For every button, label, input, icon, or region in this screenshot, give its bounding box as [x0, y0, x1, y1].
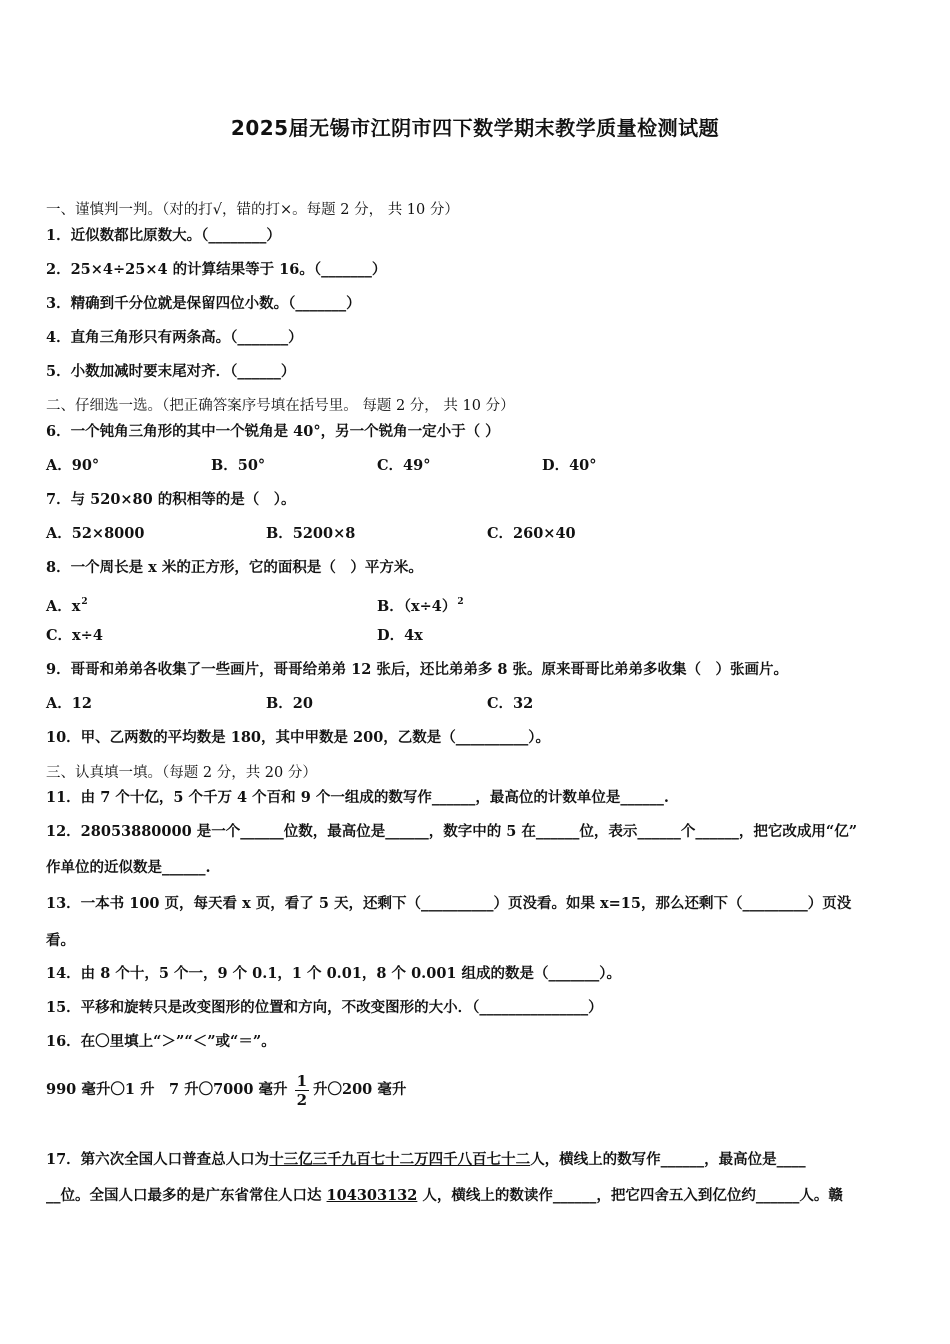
- section-heading-1: 一、谨慎判一判。（对的打√，错的打×。每题 2 分， 共 10 分）: [46, 202, 459, 218]
- question-7: 7．与 520×80 的积相等的是（ ）。: [46, 491, 296, 508]
- question-1: 1．近似数都比原数大。（________）: [46, 227, 281, 244]
- page-title: 2025届无锡市江阴市四下数学期末教学质量检测试题: [230, 116, 720, 140]
- question-16: 16．在〇里填上“＞”“＜”或“＝”。: [46, 1033, 276, 1050]
- question-16-comparisons: [46, 1068, 406, 1112]
- q17-underlined-number: 104303132: [326, 1187, 418, 1204]
- question-13-line-2: 看。: [46, 932, 75, 949]
- q8-option-a: [46, 592, 88, 617]
- comparison-part-2: 升〇200 毫升: [313, 1081, 407, 1098]
- q9-option-b: B．20: [266, 695, 313, 712]
- question-8: 8．一个周长是 x 米的正方形，它的面积是（ ）平方米。: [46, 559, 423, 576]
- question-13-line-1: 13．一本书 100 页，每天看 x 页，看了 5 天，还剩下（__________）页没看。如果 x=15，那么还剩下（_________）页没: [46, 895, 852, 912]
- q8-option-a-label: A．x: [46, 598, 81, 615]
- q8-option-a-sup: 2: [81, 597, 88, 607]
- q9-option-c: C．32: [487, 695, 534, 712]
- q17-line1-prefix: 17．第六次全国人口普查总人口为: [46, 1151, 270, 1168]
- question-4: 4．直角三角形只有两条高。（_______）: [46, 329, 303, 346]
- section-heading-2: 二、仔细选一选。（把正确答案序号填在括号里。 每题 2 分， 共 10 分）: [46, 398, 515, 414]
- q17-line2-suffix: 人，横线上的数读作______，把它四舍五入到亿位约______人。赣: [417, 1187, 843, 1204]
- q8-option-d: D．4x: [377, 627, 423, 644]
- section-heading-3: 三、认真填一填。（每题 2 分，共 20 分）: [46, 765, 317, 781]
- q8-option-b-sup: 2: [457, 597, 464, 607]
- q6-option-d: D．40°: [542, 457, 597, 474]
- question-5: 5．小数加减时要末尾对齐．（______）: [46, 363, 296, 380]
- fraction-numerator: 1: [296, 1071, 307, 1090]
- q6-option-c: C．49°: [377, 457, 431, 474]
- q7-option-b: B．5200×8: [266, 525, 356, 542]
- q17-underlined-population-words: 十三亿三千九百七十二万四千八百七十二: [269, 1151, 531, 1168]
- question-6: 6．一个钝角三角形的其中一个锐角是 40°，另一个锐角一定小于（ ）: [46, 423, 500, 440]
- question-3: 3．精确到千分位就是保留四位小数。（_______）: [46, 295, 361, 312]
- q8-option-b: [377, 592, 464, 617]
- question-12-line-1: 12．28053880000 是一个______位数，最高位是______，数字中的 5 在______位，表示______个______，把它改成用“亿”: [46, 823, 858, 840]
- question-14: 14．由 8 个十，5 个一，9 个 0.1，1 个 0.01，8 个 0.001 组成的数是（_______）。: [46, 965, 622, 982]
- question-2: 2．25×4÷25×4 的计算结果等于 16。（_______）: [46, 261, 387, 278]
- q7-option-c: C．260×40: [487, 525, 576, 542]
- fraction-one-half: [295, 1072, 309, 1109]
- question-17-line-2: [46, 1186, 843, 1206]
- question-11: 11．由 7 个十亿，5 个千万 4 个百和 9 个一组成的数写作______，最高位的计数单位是______.: [46, 789, 669, 806]
- question-10: 10．甲、乙两数的平均数是 180，其中甲数是 200，乙数是（__________）。: [46, 729, 551, 746]
- fraction-denominator: 2: [296, 1090, 307, 1109]
- q9-option-a: A．12: [46, 695, 92, 712]
- q8-option-c: C．x÷4: [46, 627, 103, 644]
- q17-line1-suffix: 人，横线上的数写作______，最高位是____: [530, 1151, 806, 1168]
- q8-option-b-label: B．（x÷4）: [377, 598, 457, 615]
- q17-line2-prefix: __位。全国人口最多的是广东省常住人口达: [46, 1187, 327, 1204]
- q6-option-a: A．90°: [46, 457, 100, 474]
- question-15: 15．平移和旋转只是改变图形的位置和方向，不改变图形的大小．（_______________）: [46, 999, 603, 1016]
- question-12-line-2: 作单位的近似数是______.: [46, 859, 211, 876]
- comparison-part-1: 990 毫升〇1 升 7 升〇7000 毫升: [46, 1081, 288, 1098]
- q7-option-a: A．52×8000: [46, 525, 145, 542]
- q6-option-b: B．50°: [211, 457, 266, 474]
- question-9: 9．哥哥和弟弟各收集了一些画片，哥哥给弟弟 12 张后，还比弟弟多 8 张。原来哥哥比弟弟多收集（ ）张画片。: [46, 661, 789, 678]
- question-17-line-1: [46, 1150, 806, 1170]
